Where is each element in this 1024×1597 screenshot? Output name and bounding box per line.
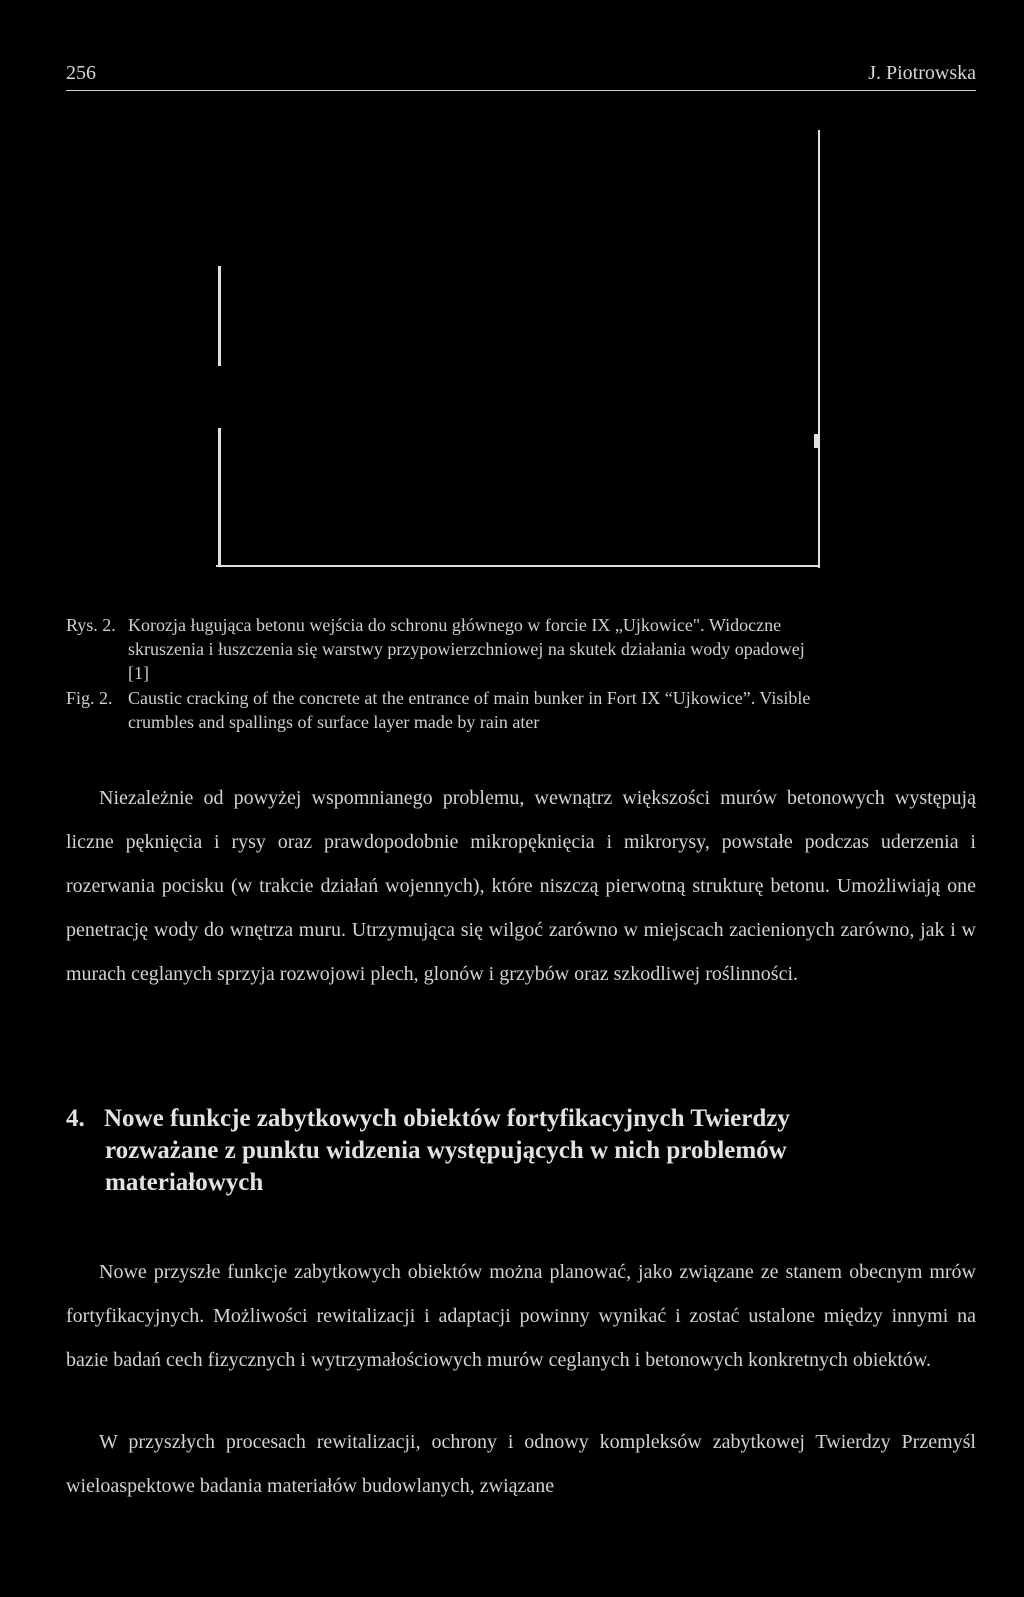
body-paragraph-3: [66, 1420, 976, 1508]
section-heading: [66, 1103, 976, 1199]
figure-frame-left-lower: [218, 428, 221, 566]
section-title-line1: Nowe funkcje zabytkowych obiektów fortyfikacyjnych Twierdzy: [104, 1105, 790, 1132]
section-title-line2: rozważane z punktu widzenia występujących w nich problemów: [105, 1137, 787, 1164]
caption-text-pl-line3: [1]: [128, 663, 149, 683]
figure-frame-right: [818, 130, 820, 568]
caption-label-en: Fig. 2.: [66, 688, 113, 708]
figure-caption-polish: [66, 613, 981, 637]
figure-photo: [216, 130, 821, 568]
paragraph-text: Niezależnie od powyżej wspomnianego problemu, wewnątrz większości murów betonowych występują liczne pęknięcia i rysy oraz prawdopodobnie mikropęknięcia i mikrorysy, powstałe podczas uderzenia i rozerwania pocisku (w trakcie działań wojennych), które niszczą pierwotną strukturę betonu. Umożliwiają one penetrację wody do wnętrza muru. Utrzymująca się wilgoć zarówno w miejscach zacienionych zarówno, jak i w murach ceglanych sprzyja rozwojowi plech, glonów i grzybów oraz szkodliwej roślinności.: [66, 787, 976, 985]
caption-text-pl-line2: skruszenia i łuszczenia się warstwy przypowierzchniowej na skutek działania wody opadowej: [128, 639, 805, 659]
page-header: [66, 60, 976, 91]
figure-caption-english: [66, 686, 981, 710]
caption-text-en-line1: Caustic cracking of the concrete at the entrance of main bunker in Fort IX “Ujkowice”. Visible: [128, 688, 811, 708]
figure-frame-bottom: [216, 565, 820, 567]
section-heading-line1: [66, 1103, 976, 1135]
paragraph-text: Nowe przyszłe funkcje zabytkowych obiektów można planować, jako związane ze stanem obecnym mrów fortyfikacyjnych. Możliwości rewitalizacji i adaptacji powinny wynikać i zostać ustalone między innymi na bazie badań cech fizycznych i wytrzymałościowych murów ceglanych i betonowych konkretnych obiektów.: [66, 1261, 976, 1371]
caption-text-en-line2: crumbles and spallings of surface layer made by rain ater: [128, 712, 540, 732]
caption-text-pl-line1: Korozja ługująca betonu wejścia do schronu głównego w forcie IX „Ujkowice". Widoczne: [128, 615, 782, 635]
running-head-author: J. Piotrowska: [868, 62, 976, 84]
figure-frame-right-mark: [814, 434, 818, 448]
section-title-line3: materiałowych: [105, 1169, 264, 1196]
page-number: 256: [66, 62, 96, 84]
paragraph-text: W przyszłych procesach rewitalizacji, ochrony i odnowy kompleksów zabytkowej Twierdzy Przemyśl wieloaspektowe badania materiałów budowlanych, związane: [66, 1431, 976, 1497]
section-number: 4.: [66, 1105, 85, 1132]
figure-frame-left-upper: [218, 266, 221, 366]
body-paragraph-2: [66, 1250, 976, 1382]
body-paragraph-1: [66, 776, 976, 996]
caption-label-pl: Rys. 2.: [66, 615, 116, 635]
